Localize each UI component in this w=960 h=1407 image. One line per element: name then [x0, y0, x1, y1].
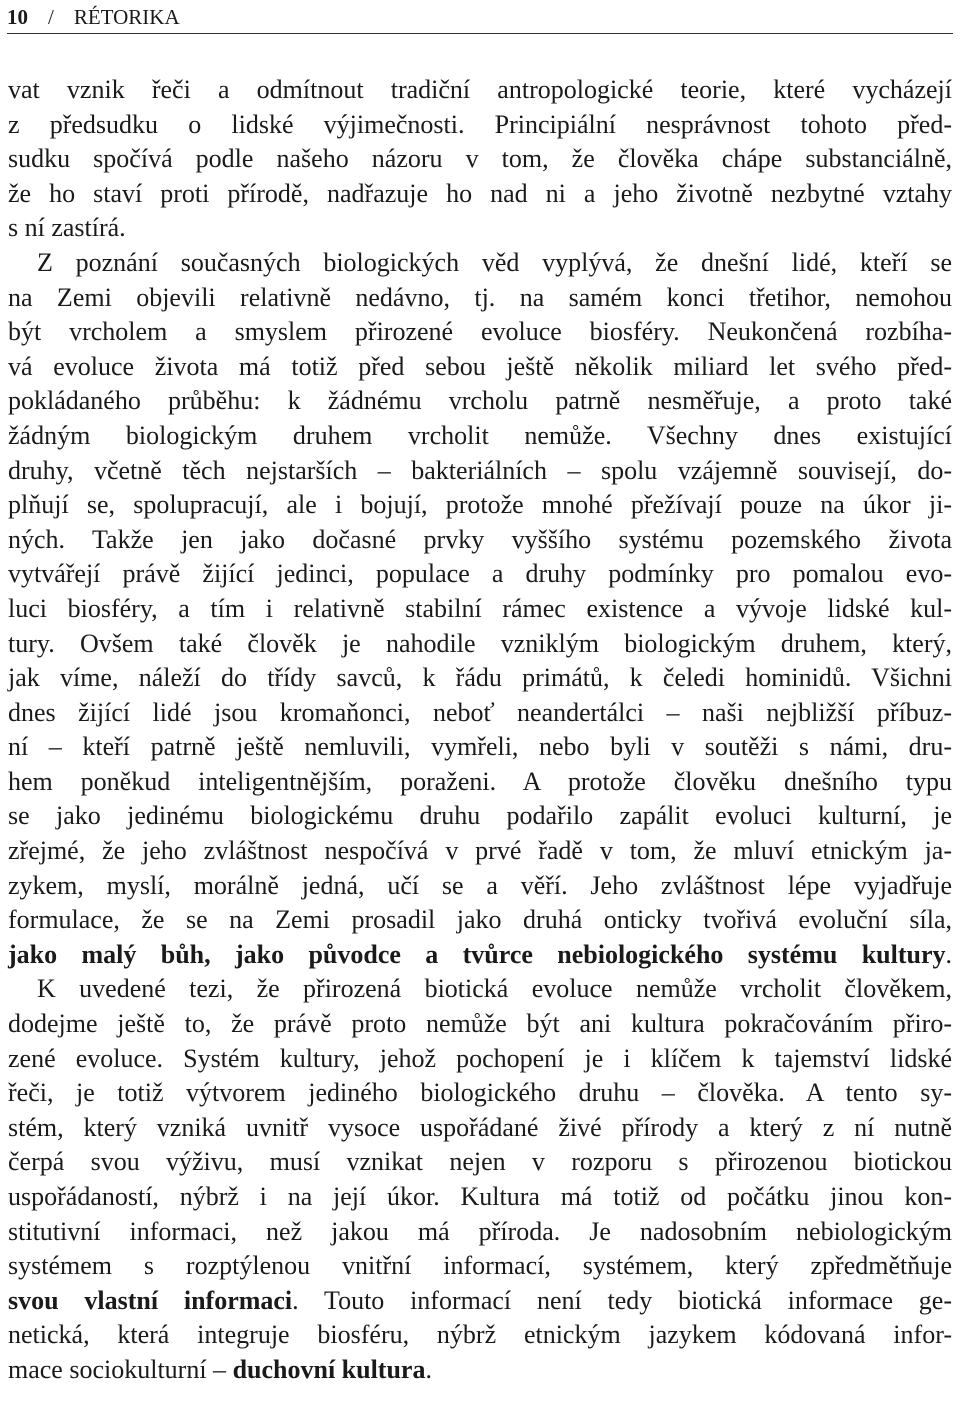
text-run: se jako jedinému biologickému druhu podařilo zapálit evoluci kulturní, je: [8, 801, 952, 831]
bold-text-run: svou vlastní informaci: [8, 1285, 293, 1315]
text-line: [8, 869, 952, 904]
text-run: stitutivní informaci, než jakou má příroda. Je nadosobním nebiologickým: [8, 1216, 952, 1246]
text-run: vat vznik řeči a odmítnout tradiční antropologické teorie, které vycházejí: [8, 75, 952, 104]
text-run: pokládaného průběhu: k žádnému vrcholu patrně nesměřuje, a proto také: [8, 386, 952, 416]
text-run: řeči, je totiž výtvorem jediného biologického druhu – člověka. A tento sy-: [8, 1078, 952, 1108]
text-run: zřejmé, že jeho zvláštnost nespočívá v prvé řadě v tom, že mluví etnickým ja-: [8, 836, 952, 866]
page-number: 10: [7, 5, 28, 29]
text-run: mace sociokulturní –: [8, 1354, 233, 1384]
text-line: [8, 108, 952, 143]
text-line: [8, 177, 952, 212]
text-line: [8, 1145, 952, 1180]
text-run: že ho staví proti přírodě, nadřazuje ho nad ni a jeho životně nezbytné vztahy: [8, 178, 952, 208]
text-line: [8, 972, 952, 1007]
text-run: Z poznání současných biologických věd vyplývá, že dnešní lidé, kteří se: [37, 247, 952, 277]
text-run: druhy, včetně těch nejstarších – bakteriálních – spolu vzájemně souvisejí, do-: [8, 455, 952, 485]
text-line: [8, 246, 952, 281]
text-run: vá evoluce života má totiž před sebou ještě několik miliard let svého před-: [8, 351, 952, 381]
text-line: [8, 523, 952, 558]
text-run: zykem, myslí, morálně jedná, učí se a věří. Jeho zvláštnost lépe vyjadřuje: [8, 870, 952, 900]
text-run: dnes žijící lidé jsou kromaňonci, neboť neandertálci – naši nejbližší příbuz-: [8, 697, 952, 727]
text-run: .: [425, 1354, 432, 1384]
text-line: [8, 834, 952, 869]
text-line: [8, 315, 952, 350]
text-line: [8, 1042, 952, 1077]
text-line: [8, 211, 952, 246]
text-line: [8, 730, 952, 765]
bold-text-run: jako malý bůh, jako původce a tvůrce nebiologického systému kultury: [8, 939, 946, 969]
text-line: [8, 627, 952, 662]
text-line: [8, 281, 952, 316]
text-line: [8, 1215, 952, 1250]
text-line: [8, 765, 952, 800]
text-line: [8, 488, 952, 523]
text-line: [8, 73, 952, 108]
text-run: tury. Ovšem také člověk je nahodile vzniklým biologickým druhem, který,: [8, 628, 952, 658]
text-run: žádným biologickým druhem vrcholit nemůže. Všechny dnes existující: [8, 420, 952, 450]
text-run: na Zemi objevili relativně nedávno, tj. na samém konci třetihor, nemohou: [8, 282, 952, 312]
text-run: hem poněkud inteligentnějším, poraženi. A protože člověku dnešního typu: [8, 766, 952, 796]
text-line: [8, 1353, 952, 1388]
text-line: [8, 1007, 952, 1042]
header-separator: /: [48, 5, 54, 29]
text-line: [8, 557, 952, 592]
text-run: K uvedené tezi, že přirozená biotická evoluce nemůže vrcholit člověkem,: [37, 974, 952, 1004]
text-run: . Touto informací není tedy biotická informace ge-: [292, 1285, 952, 1315]
bold-text-run: duchovní kultura: [232, 1354, 426, 1384]
text-run: ní – kteří patrně ještě nemluvili, vymřeli, nebo byli v soutěži s námi, dru-: [8, 732, 952, 762]
body-text: [8, 73, 952, 1388]
text-line: [8, 1284, 952, 1319]
text-line: [8, 1249, 952, 1284]
text-line: [8, 454, 952, 489]
text-line: [8, 419, 952, 454]
text-line: [8, 1318, 952, 1353]
text-run: vytvářejí právě žijící jedinci, populace a druhy podmínky pro pomalou evo-: [8, 559, 952, 589]
text-run: .: [945, 939, 952, 969]
text-line: [8, 1111, 952, 1146]
text-run: s ní zastírá.: [8, 213, 126, 243]
text-run: ných. Takže jen jako dočasné prvky vyššího systému pozemského života: [8, 524, 952, 554]
text-run: čerpá svou výživu, musí vznikat nejen v rozporu s přirozenou biotickou: [8, 1147, 952, 1177]
text-run: jak víme, náleží do třídy savců, k řádu primátů, k čeledi hominidů. Všichni: [8, 663, 952, 693]
text-run: netická, která integruje biosféru, nýbrž etnickým jazykem kódovaná infor-: [8, 1320, 952, 1350]
running-header: [7, 4, 953, 34]
text-run: systémem s rozptýlenou vnitřní informací, systémem, který zpředmětňuje: [8, 1251, 952, 1281]
text-line: [8, 696, 952, 731]
text-line: [8, 661, 952, 696]
header-title: RÉTORIKA: [73, 5, 180, 29]
text-line: [8, 799, 952, 834]
text-line: [8, 938, 952, 973]
text-line: [8, 350, 952, 385]
text-line: [8, 142, 952, 177]
text-line: [8, 592, 952, 627]
text-run: uspořádaností, nýbrž i na její úkor. Kultura má totiž od počátku jinou kon-: [8, 1182, 952, 1211]
text-run: luci biosféry, a tím i relativně stabilní rámec existence a vývoje lidské kul-: [8, 593, 952, 623]
text-line: [8, 903, 952, 938]
text-run: plňují se, spolupracují, ale i bojují, protože mnohé přežívají pouze na úkor ji-: [8, 490, 952, 520]
text-run: dodejme ještě to, že právě proto nemůže být ani kultura pokračováním přiro-: [8, 1009, 952, 1039]
text-run: být vrcholem a smyslem přirozené evoluce biosféry. Neukončená rozbíha-: [8, 317, 952, 347]
text-run: zené evoluce. Systém kultury, jehož pochopení je i klíčem k tajemství lidské: [8, 1043, 952, 1073]
text-run: z předsudku o lidské výjimečnosti. Principiální nesprávnost tohoto před-: [8, 109, 952, 139]
text-run: stém, který vzniká uvnitř vysoce uspořádané živé přírody a který z ní nutně: [8, 1112, 952, 1142]
text-line: [8, 384, 952, 419]
text-run: sudku spočívá podle našeho názoru v tom, že člověka chápe substanciálně,: [8, 144, 952, 174]
text-line: [8, 1076, 952, 1111]
text-line: [8, 1180, 952, 1215]
text-run: formulace, že se na Zemi prosadil jako druhá onticky tvořivá evoluční síla,: [8, 905, 952, 935]
